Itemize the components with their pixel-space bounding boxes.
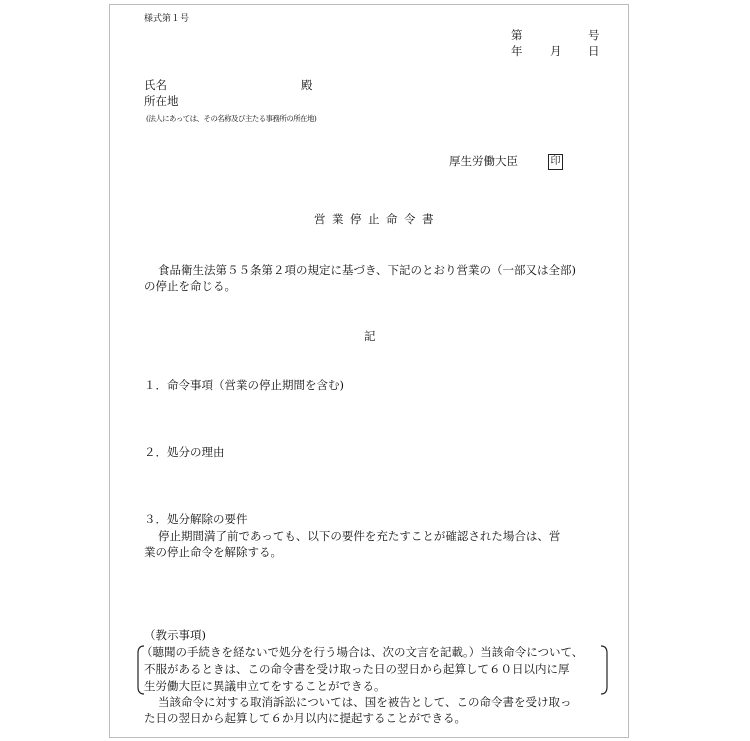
notice-line-5: た日の翌日から起算して６か月以内に提起することができる。 xyxy=(144,711,466,725)
notice-heading: （教示事項) xyxy=(144,628,206,642)
notice-line-4: 当該命令に対する取消訴訟については、国を被告として、この命令書を受け取っ xyxy=(158,695,572,709)
body-line-1: 食品衛生法第５５条第２項の規定に基づき、下記のとおり営業の（一部又は全部) xyxy=(158,263,577,277)
item-3-heading: ３．処分解除の要件 xyxy=(144,512,248,526)
notice-line-1: （聴聞の手続きを経ないで処分を行う場合は、次の文言を記載。）当該命令について、 xyxy=(141,645,584,659)
seal-mark: 印 xyxy=(548,154,563,170)
form-number: 様式第１号 xyxy=(144,14,190,24)
right-bracket-icon xyxy=(599,645,609,695)
ki-heading: 記 xyxy=(364,329,376,343)
doc-title: 営業停止命令書 xyxy=(314,212,440,226)
date-month: 月 xyxy=(550,44,562,58)
notice-line-2: 不服があるときは、この命令書を受け取った日の翌日から起算して６０日以内に厚 xyxy=(144,662,570,676)
doc-number-suffix: 号 xyxy=(588,28,600,42)
item-3-line-1: 停止期間満了前であっても、以下の要件を充たすことが確認された場合は、営 xyxy=(158,529,561,543)
recipient-name-label: 氏名 xyxy=(144,78,167,92)
item-2-heading: ２．処分の理由 xyxy=(144,445,225,459)
recipient-honorific: 殿 xyxy=(301,78,313,92)
item-3-line-2: 業の停止命令を解除する。 xyxy=(144,545,282,559)
recipient-corporate-note: (法人にあっては、その名称及び主たる事務所の所在地) xyxy=(146,114,317,123)
item-1-heading: １．命令事項（営業の停止期間を含む) xyxy=(144,378,344,392)
recipient-address-label: 所在地 xyxy=(144,94,179,108)
issuer-title: 厚生労働大臣 xyxy=(449,154,518,168)
date-year: 年 xyxy=(511,44,523,58)
date-day: 日 xyxy=(588,44,600,58)
doc-number-prefix: 第 xyxy=(511,28,523,42)
body-line-2: の停止を命じる。 xyxy=(144,279,236,293)
notice-line-3: 生労働大臣に異議申立てをすることができる。 xyxy=(144,679,386,693)
